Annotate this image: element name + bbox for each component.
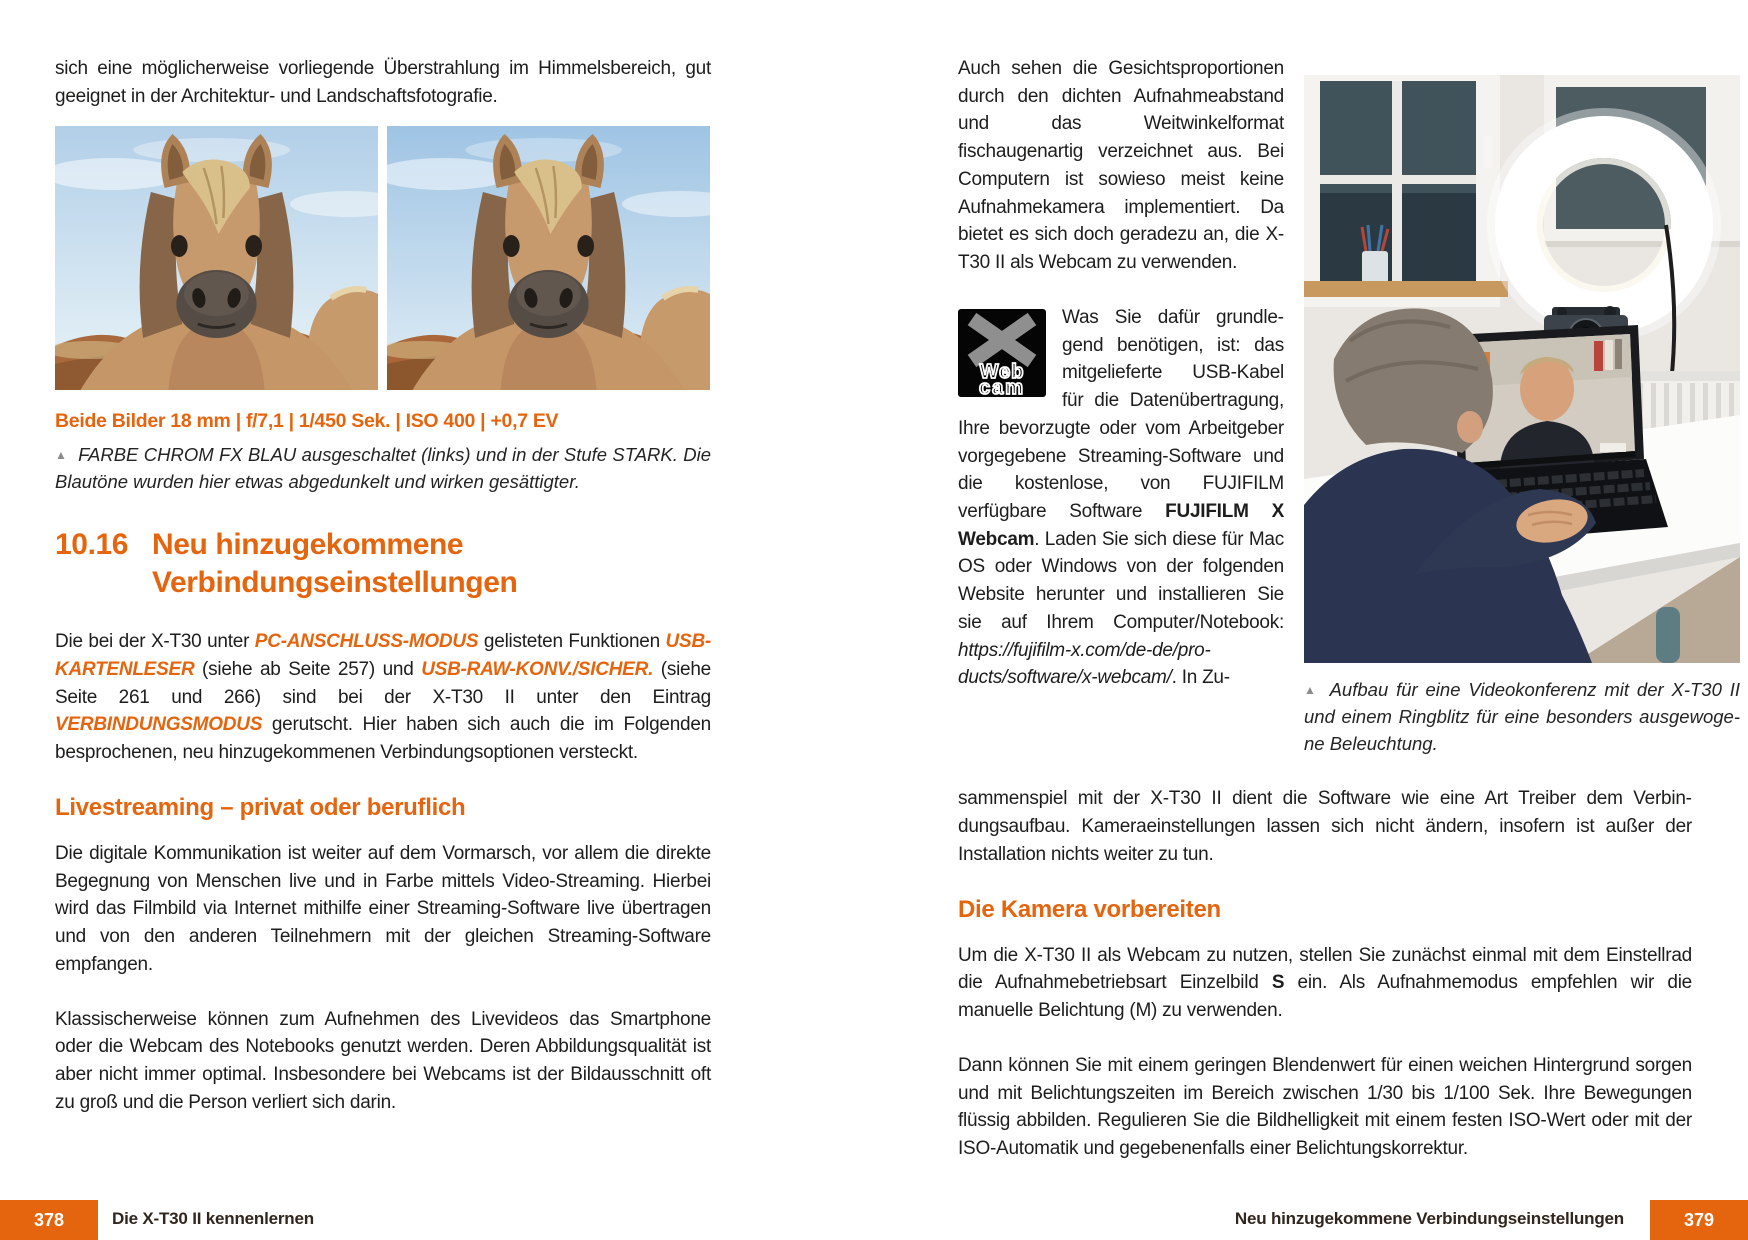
menu-term: USB-KARTENLESER: [55, 631, 711, 681]
intro-paragraph: sich eine möglicherweise vorliegende Überstrahlung im Himmelsbereich, gut geeignet in der Architektur- und Landschaftsfotografie.: [55, 58, 711, 107]
chapter-label: Die X-T30 II kennenlernen: [112, 1209, 314, 1228]
menu-term: PC-ANSCHLUSS-MODUS: [254, 631, 479, 653]
section-title: [152, 526, 517, 602]
page-379: [874, 0, 1748, 1240]
logo-word-web: Web: [979, 360, 1025, 383]
driver-paragraph: sammenspiel mit der X-T30 II dient die Software wie eine Art Treiber dem Verbindungsaufbau. Kameraeinstellungen lassen sich nicht ändern, insofern ist außer der Installation nichts weiter zu tun.: [958, 788, 1692, 865]
text-segment: (siehe ab Seite 257) und: [194, 659, 422, 681]
text-segment: (siehe Seite 261 und 266) sind bei der X-T30 II unter den Eintrag: [55, 659, 711, 708]
caption-text: Aufbau für eine Videokonferenz mit der X-T30 II und einem Ringblitz für eine besonders ausgewogene Beleuchtung.: [1304, 679, 1740, 754]
webcam-software-paragraph: [958, 304, 1284, 692]
videoconference-photo: [1304, 75, 1740, 663]
page-number-box-379: [1650, 1200, 1748, 1240]
footer-378: [0, 1200, 874, 1240]
text-segment: . Laden Sie sich diese für Mac OS oder Windows von der folgenden Website herunter und installieren Sie sie auf Ihrem Computer/Notebook:: [958, 528, 1284, 633]
photo-settings-caption: Beide Bilder 18 mm | f/7,1 | 1/450 Sek. | ISO 400 | +0,7 EV: [55, 410, 559, 433]
narrow-text-column: [958, 55, 1284, 757]
text-segment: gelisteten Funktionen: [478, 631, 666, 653]
horse-photo-row: [55, 126, 711, 390]
proportions-paragraph: Auch sehen die Gesichtsproportionen durch den dichten Aufnahmeabstand und das Weitwinkelformat fischaugenartig verzeichnet aus. Bei Computern ist sowieso meist keine Aufnahmekamera implementiert. Da bietet es sich doch geradezu an, die X-T30 II als Webcam zu verwenden.: [958, 58, 1284, 274]
page-number: 379: [1683, 1209, 1715, 1230]
horse-photo-left: [55, 126, 378, 390]
photo-column: [1304, 55, 1740, 757]
prepare-camera-heading: Die Kamera vorbereiten: [958, 895, 1221, 923]
section-number: 10.16: [55, 528, 129, 562]
text-segment: Die bei der X-T30 unter: [55, 631, 255, 653]
text-segment: . In Zu-: [1171, 667, 1230, 689]
connection-modes-paragraph: [55, 628, 711, 767]
x-webcam-logo-graphic: [958, 309, 1046, 397]
horse-illustration-left: [55, 126, 378, 390]
triangle-marker-icon: ▲: [55, 448, 68, 463]
livestreaming-paragraph-1: Die digitale Kommunikation ist weiter auf dem Vormarsch, vor allem die direkte Begegnung von Menschen live und in Farbe mittels Video-Streaming. Hierbei wird das Filmbild via Internet mithilfe einer Streaming-Software live übertragen und von den anderen Teilnehmern mit der gleichen Streaming-Software empfangen.: [55, 842, 711, 975]
section-label: Neu hinzugekommene Verbindungseinstellungen: [1234, 1209, 1624, 1228]
page-number: 378: [33, 1209, 65, 1230]
page-379-content: [874, 0, 1748, 1163]
text-segment: Was Sie dafür grundlegend benötigen, ist: das mitgelieferte USB-Kabel für die Datenübertragung, Ihre bevorzugte oder vom Arbeitgeber vorgegebene Streaming-Software und die kostenlose, von FUJIFILM verfügbare Software: [958, 306, 1284, 523]
caption-text: FARBE CHROM FX BLAU ausgeschaltet (links) und in der Stufe STARK. Die Blautöne wurden hier etwas abgedunkelt und wirken gesättigter.: [55, 444, 711, 493]
horse-illustration-right: [387, 126, 710, 390]
download-url: https://fujifilm-x.com/de-de/products/software/x-webcam/: [958, 639, 1211, 689]
two-column-block: [958, 55, 1740, 757]
videoconference-caption: [1304, 677, 1740, 757]
page-378-content: [0, 0, 874, 1117]
software-name: FUJIFILM X Webcam: [958, 501, 1284, 550]
section-title-line2: Verbindungseinstellungen: [152, 566, 518, 600]
menu-term: USB-RAW-KONV./SICHER.: [421, 659, 654, 681]
section-title-line1: Neu hinzugekommene: [152, 528, 464, 562]
horse-photo-right: [387, 126, 710, 390]
livestreaming-heading: Livestreaming – privat oder beruflich: [55, 793, 466, 821]
videoconference-illustration: [1304, 75, 1740, 663]
prepare-paragraph-1: [958, 942, 1692, 1025]
horse-photo-caption: [55, 442, 711, 496]
prepare-paragraph-2: Dann können Sie mit einem geringen Blendenwert für einen weichen Hintergrund sorgen und mit Belichtungszeiten im Bereich zwischen 1/30 bis 1/100 Sek. Ihre Bewegungen flüssig abbilden. Regulieren Sie die Bildhelligkeit mit einem festen ISO-Wert oder mit der ISO-Automatik und gegebenenfalls einer Belichtungskorrektur.: [958, 1054, 1692, 1160]
drive-mode-s: S: [1271, 972, 1285, 994]
triangle-marker-icon: ▲: [1304, 683, 1319, 697]
text-segment: Um die X-T30 II als Webcam zu nutzen, stellen Sie zunächst einmal mit dem Einstellrad die Aufnahmebetriebsart Einzelbild: [958, 944, 1692, 994]
livestreaming-paragraph-2: Klassischerweise können zum Aufnehmen des Livevideos das Smartphone oder die Webcam des Notebooks genutzt werden. Deren Abbildungsqualität ist aber nicht immer optimal. Insbesondere bei Webcams ist der Bildausschnitt oft zu groß und die Person verliert sich darin.: [55, 1008, 711, 1113]
page-number-box-378: [0, 1200, 98, 1240]
logo-word-cam: cam: [978, 376, 1026, 397]
section-heading-10-16: [55, 526, 711, 602]
menu-term: VERBINDUNGSMODUS: [55, 714, 263, 736]
footer-379: [874, 1200, 1748, 1240]
text-segment: gerutscht. Hier haben sich auch die im Folgenden besprochenen, neu hinzugekommenen Verbindungsoptionen versteckt.: [55, 714, 711, 764]
text-segment: ein. Als Aufnahmemodus empfehlen wir die manuelle Belichtung (M) zu verwenden.: [958, 972, 1692, 1022]
x-webcam-logo: [958, 309, 1046, 397]
